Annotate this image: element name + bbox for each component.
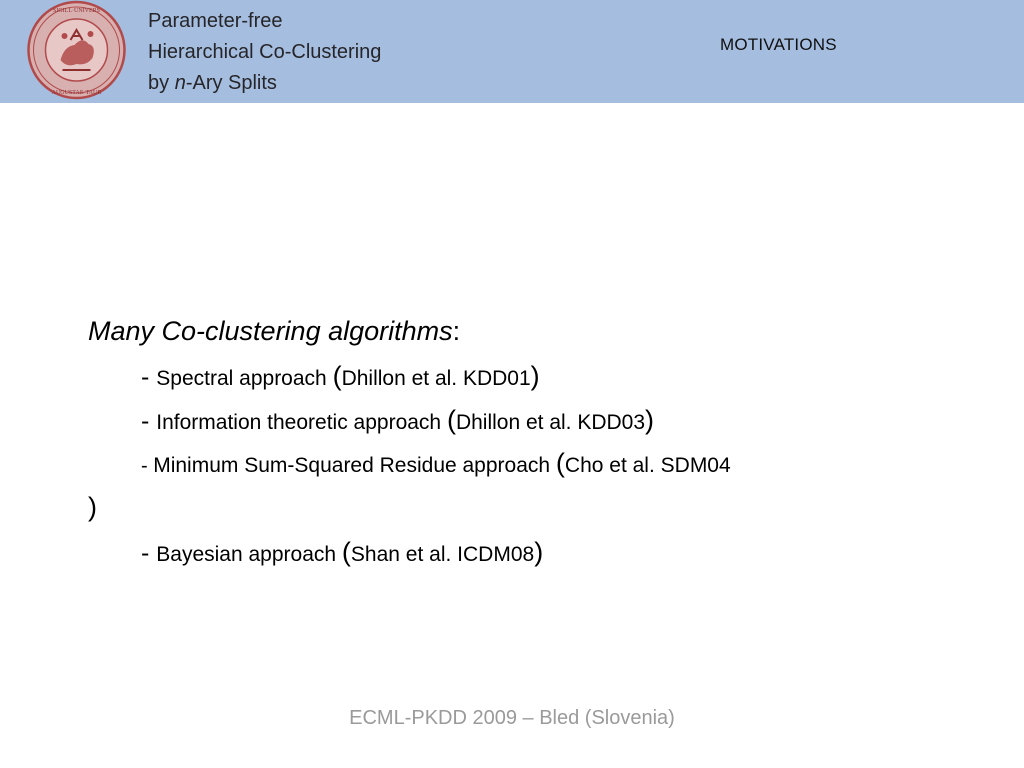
item-text: Spectral approach <box>156 367 333 390</box>
item-dash: - <box>141 363 157 391</box>
list-item <box>88 442 988 484</box>
item-citation: Dhillon et al. KDD03 <box>455 411 646 434</box>
item-text: Information theoretic approach <box>156 411 447 434</box>
item-close-paren-wrapped: ) <box>88 492 97 522</box>
svg-text:AUGUSTAE·TAUR: AUGUSTAE·TAUR <box>51 90 102 96</box>
list-item <box>88 354 988 398</box>
item-open-paren: ( <box>555 448 565 478</box>
item-open-paren: ( <box>341 537 351 567</box>
item-close-paren: ) <box>534 537 544 567</box>
item-text: Bayesian approach <box>156 543 342 566</box>
slide-content <box>88 308 988 574</box>
item-dash: - <box>141 407 157 435</box>
title-line-1: Parameter-free <box>148 10 283 32</box>
footer-text: ECML-PKDD 2009 – Bled (Slovenia) <box>349 707 675 729</box>
intro-heading <box>88 308 988 354</box>
title-line-3 <box>148 68 608 99</box>
item-text: Minimum Sum-Squared Residue approach <box>153 454 556 477</box>
title-line-3-suffix: -Ary Splits <box>185 72 277 94</box>
item-citation: Shan et al. ICDM08 <box>350 543 535 566</box>
item-close-paren: ) <box>530 361 540 391</box>
title-line-2: Hierarchical Co-Clustering <box>148 41 382 63</box>
item-citation: Dhillon et al. KDD01 <box>341 367 531 390</box>
header-banner <box>0 0 1024 103</box>
item-citation: Cho et al. SDM04 <box>564 454 731 477</box>
section-title: MOTIVATIONS <box>720 35 837 54</box>
list-item <box>88 530 988 574</box>
title-line-3-prefix: by <box>148 72 175 94</box>
item-dash: - <box>141 539 157 567</box>
svg-text:SIGILL·UNIVERS: SIGILL·UNIVERS <box>53 8 100 14</box>
item-dash: - <box>141 455 154 477</box>
intro-text: Many Co-clustering algorithms <box>88 316 453 346</box>
item-open-paren: ( <box>446 405 456 435</box>
item-close-paren: ) <box>645 405 655 435</box>
intro-colon: : <box>452 316 461 346</box>
title-line-3-italic: n <box>174 72 186 94</box>
presentation-title <box>148 6 608 99</box>
list-item <box>88 398 988 442</box>
item-open-paren: ( <box>332 361 342 391</box>
university-seal-logo <box>25 0 128 100</box>
